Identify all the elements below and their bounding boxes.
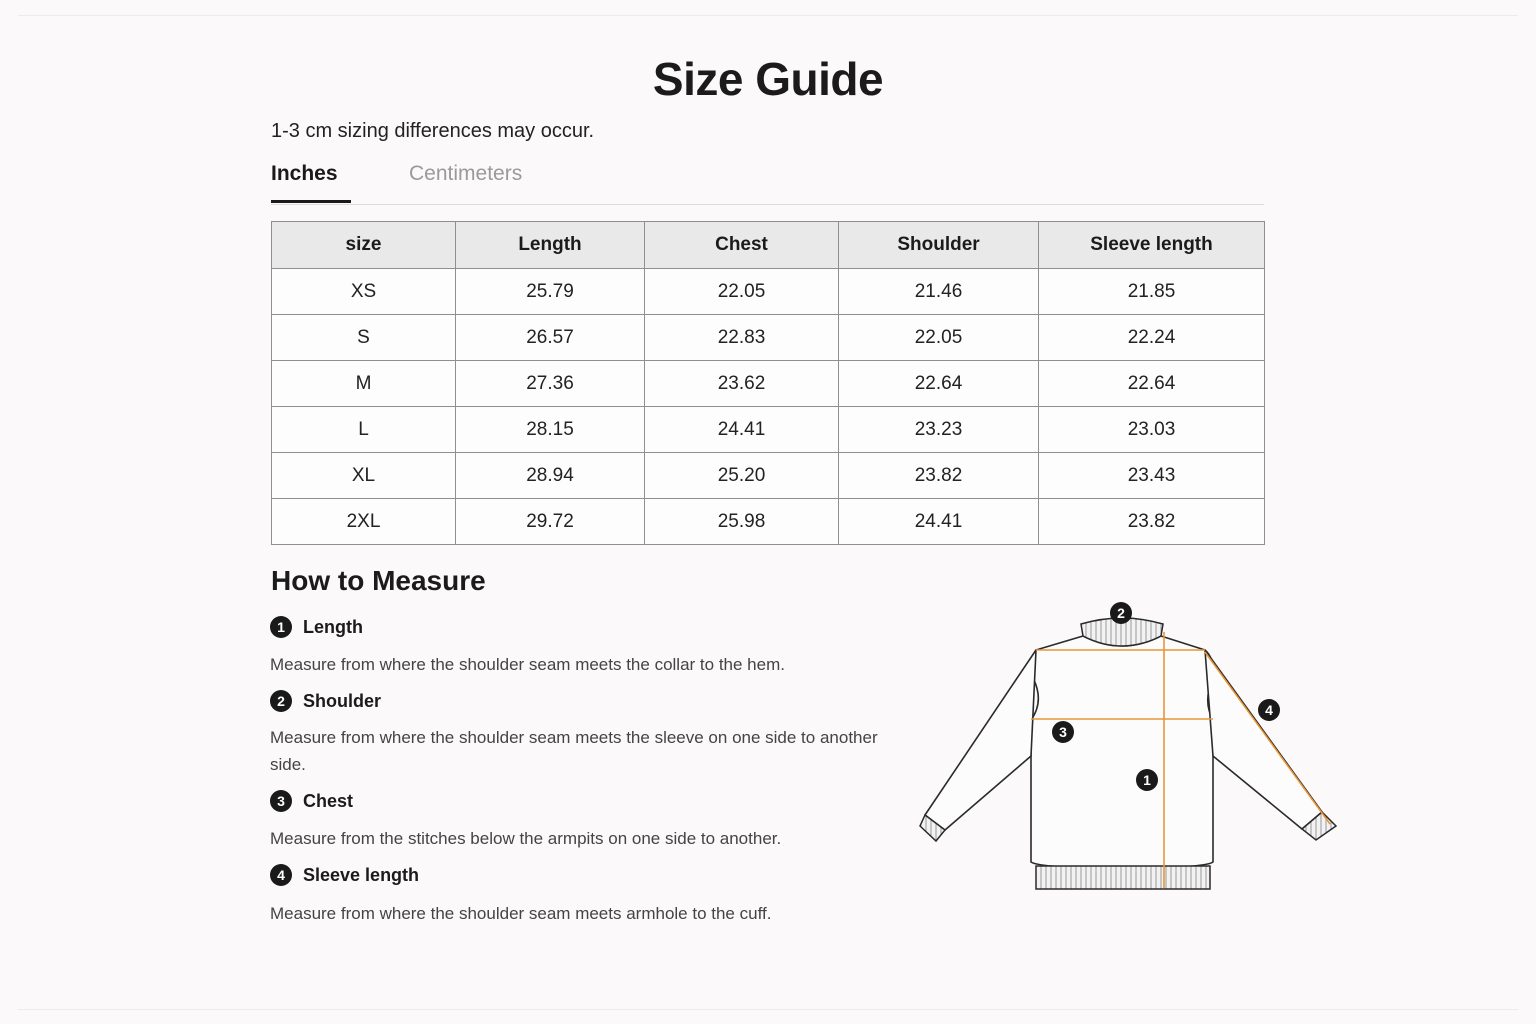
marker-1 <box>1136 769 1158 791</box>
sizing-note: 1-3 cm sizing differences may occur. <box>271 120 595 142</box>
cell-size: XL <box>272 453 456 499</box>
cell-size: M <box>272 361 456 407</box>
cell-length: 29.72 <box>456 499 645 545</box>
table-row <box>272 407 1265 453</box>
top-divider <box>18 15 1518 16</box>
hem-ribbing <box>1036 866 1210 889</box>
table-header-row <box>272 222 1265 269</box>
number-4-icon: 4 <box>270 864 292 886</box>
cell-chest: 22.05 <box>645 269 839 315</box>
cell-sleeve-length: 23.82 <box>1039 499 1265 545</box>
table-row <box>272 499 1265 545</box>
cell-sleeve-length: 22.64 <box>1039 361 1265 407</box>
table-row <box>272 361 1265 407</box>
header-sleeve-length: Sleeve length <box>1039 222 1265 269</box>
size-table <box>271 221 1265 545</box>
number-3-icon: 3 <box>270 790 292 812</box>
cell-shoulder: 23.82 <box>839 453 1039 499</box>
how-to-measure-title: How to Measure <box>271 565 486 596</box>
cell-length: 26.57 <box>456 315 645 361</box>
cell-chest: 23.62 <box>645 361 839 407</box>
step-description: Measure from where the shoulder seam meets the sleeve on one side to another side. <box>270 728 878 774</box>
cell-shoulder: 21.46 <box>839 269 1039 315</box>
header-shoulder: Shoulder <box>839 222 1039 269</box>
step-description: Measure from the stitches below the armpits on one side to another. <box>270 829 782 848</box>
cell-sleeve-length: 23.03 <box>1039 407 1265 453</box>
cell-size: 2XL <box>272 499 456 545</box>
sweater-measurement-diagram <box>900 590 1360 910</box>
cell-size: S <box>272 315 456 361</box>
cell-length: 28.15 <box>456 407 645 453</box>
header-length: Length <box>456 222 645 269</box>
unit-tabs <box>271 158 1264 205</box>
page-title: Size Guide <box>652 53 884 105</box>
cell-sleeve-length: 21.85 <box>1039 269 1265 315</box>
cell-chest: 25.98 <box>645 499 839 545</box>
step-length <box>270 616 363 638</box>
cell-shoulder: 22.05 <box>839 315 1039 361</box>
cell-sleeve-length: 23.43 <box>1039 453 1265 499</box>
step-name: Sleeve length <box>303 864 420 885</box>
active-tab-indicator <box>271 200 351 203</box>
marker-label: 3 <box>1059 724 1067 740</box>
cell-chest: 25.20 <box>645 453 839 499</box>
marker-label: 1 <box>1143 772 1151 788</box>
step-name: Chest <box>303 790 354 811</box>
table-row <box>272 269 1265 315</box>
bottom-divider <box>18 1009 1518 1010</box>
table-row <box>272 453 1265 499</box>
header-chest: Chest <box>645 222 839 269</box>
number-2-icon: 2 <box>270 690 292 712</box>
header-size: size <box>272 222 456 269</box>
marker-label: 2 <box>1117 605 1125 621</box>
step-shoulder <box>270 690 381 712</box>
number-1-icon: 1 <box>270 616 292 638</box>
step-description: Measure from where the shoulder seam meets the collar to the hem. <box>270 655 785 674</box>
cell-length: 27.36 <box>456 361 645 407</box>
cell-size: L <box>272 407 456 453</box>
marker-2 <box>1110 602 1132 624</box>
sweater-outline <box>925 636 1322 868</box>
marker-label: 4 <box>1265 702 1273 718</box>
cell-chest: 24.41 <box>645 407 839 453</box>
tab-inches[interactable]: Inches <box>271 162 338 185</box>
cell-shoulder: 24.41 <box>839 499 1039 545</box>
step-chest <box>270 790 353 812</box>
cell-size: XS <box>272 269 456 315</box>
marker-4 <box>1258 699 1280 721</box>
tab-centimeters[interactable]: Centimeters <box>409 162 523 185</box>
step-name: Shoulder <box>303 690 382 711</box>
cell-length: 25.79 <box>456 269 645 315</box>
cell-sleeve-length: 22.24 <box>1039 315 1265 361</box>
cell-chest: 22.83 <box>645 315 839 361</box>
step-name: Length <box>303 616 363 637</box>
table-row <box>272 315 1265 361</box>
marker-3 <box>1052 721 1074 743</box>
step-description: Measure from where the shoulder seam meets armhole to the cuff. <box>270 904 772 923</box>
cell-length: 28.94 <box>456 453 645 499</box>
cell-shoulder: 23.23 <box>839 407 1039 453</box>
step-sleeve-length <box>270 864 419 886</box>
cell-shoulder: 22.64 <box>839 361 1039 407</box>
